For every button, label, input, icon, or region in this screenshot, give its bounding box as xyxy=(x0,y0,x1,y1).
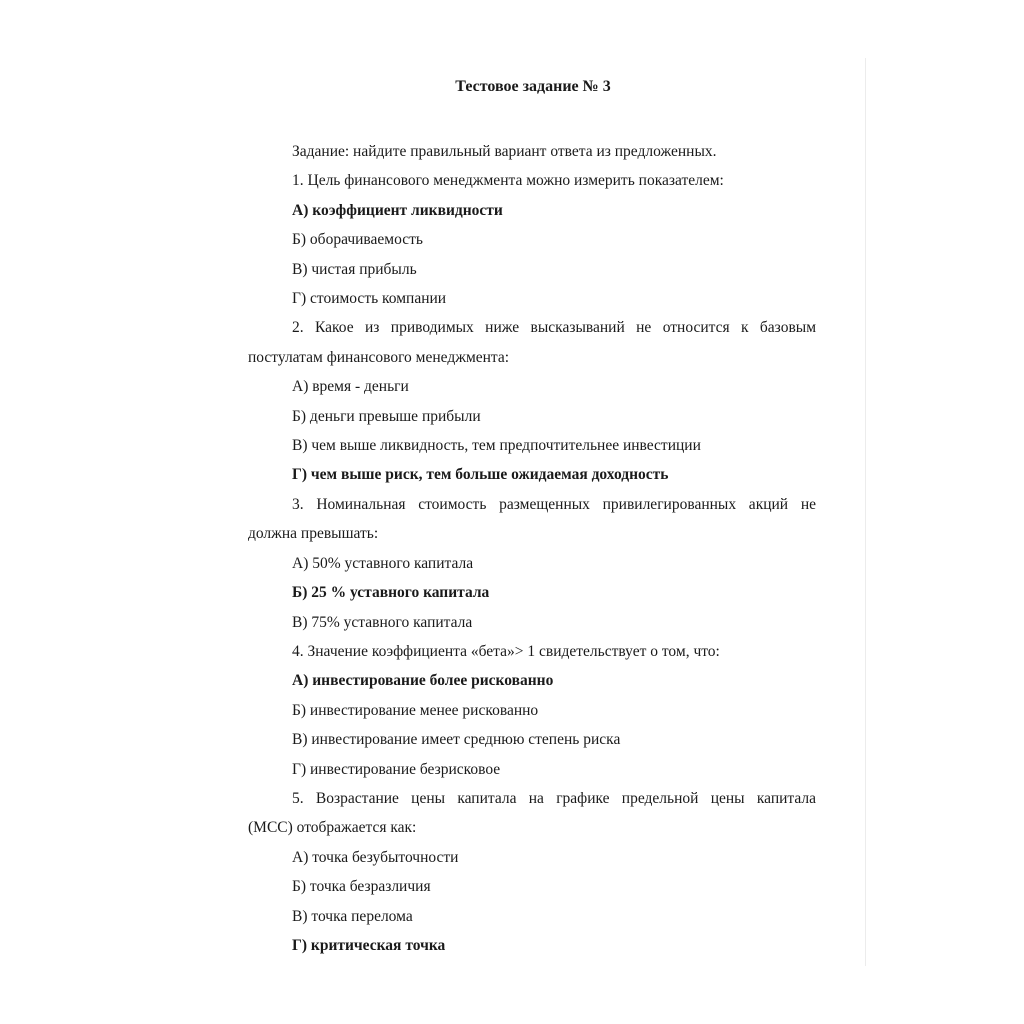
answer-option-correct: А) инвестирование более рискованно xyxy=(292,672,554,690)
answer-option-correct: Б) 25 % уставного капитала xyxy=(292,584,490,602)
answer-option-correct: А) коэффициент ликвидности xyxy=(292,201,503,219)
answer-option: Г) инвестирование безрисковое xyxy=(292,760,501,778)
question-text-continuation: (МСС) отображается как: xyxy=(248,819,417,837)
answer-option: Б) инвестирование менее рискованно xyxy=(292,701,539,719)
document-body xyxy=(248,137,816,960)
answer-option: В) точка перелома xyxy=(292,907,413,925)
question-text-continuation: должна превышать: xyxy=(248,525,379,543)
answer-option: А) время - деньги xyxy=(292,378,409,396)
answer-option: А) точка безубыточности xyxy=(292,848,459,866)
answer-option: В) инвестирование имеет среднюю степень риска xyxy=(292,731,621,749)
answer-option: В) чистая прибыль xyxy=(292,260,417,278)
answer-option-correct: Г) чем выше риск, тем больше ожидаемая доходность xyxy=(292,466,669,484)
question-text: 4. Значение коэффициента «бета»> 1 свидетельствует о том, что: xyxy=(292,642,720,660)
task-instruction: Задание: найдите правильный вариант ответа из предложенных. xyxy=(292,143,717,160)
question-text: 1. Цель финансового менеджмента можно измерить показателем: xyxy=(292,172,724,190)
answer-option-correct: Г) критическая точка xyxy=(292,936,446,954)
question-text: 3. Номинальная стоимость размещенных привилегированных акций не xyxy=(292,495,816,513)
question-text: 5. Возрастание цены капитала на графике предельной цены капитала xyxy=(292,789,816,807)
answer-option: Б) деньги превыше прибыли xyxy=(292,407,481,425)
question-text-continuation: постулатам финансового менеджмента: xyxy=(248,348,510,366)
page-edge xyxy=(865,58,866,966)
answer-option: Б) точка безразличия xyxy=(292,878,431,896)
answer-option: Б) оборачиваемость xyxy=(292,231,423,249)
question-text: 2. Какое из приводимых ниже высказываний не относится к базовым xyxy=(292,319,816,337)
answer-option: В) 75% уставного капитала xyxy=(292,613,473,631)
document-title: Тестовое задание № 3 xyxy=(455,78,611,95)
answer-option: Г) стоимость компании xyxy=(292,290,447,308)
answer-option: А) 50% уставного капитала xyxy=(292,554,474,572)
answer-option: В) чем выше ликвидность, тем предпочтительнее инвестиции xyxy=(292,437,701,455)
